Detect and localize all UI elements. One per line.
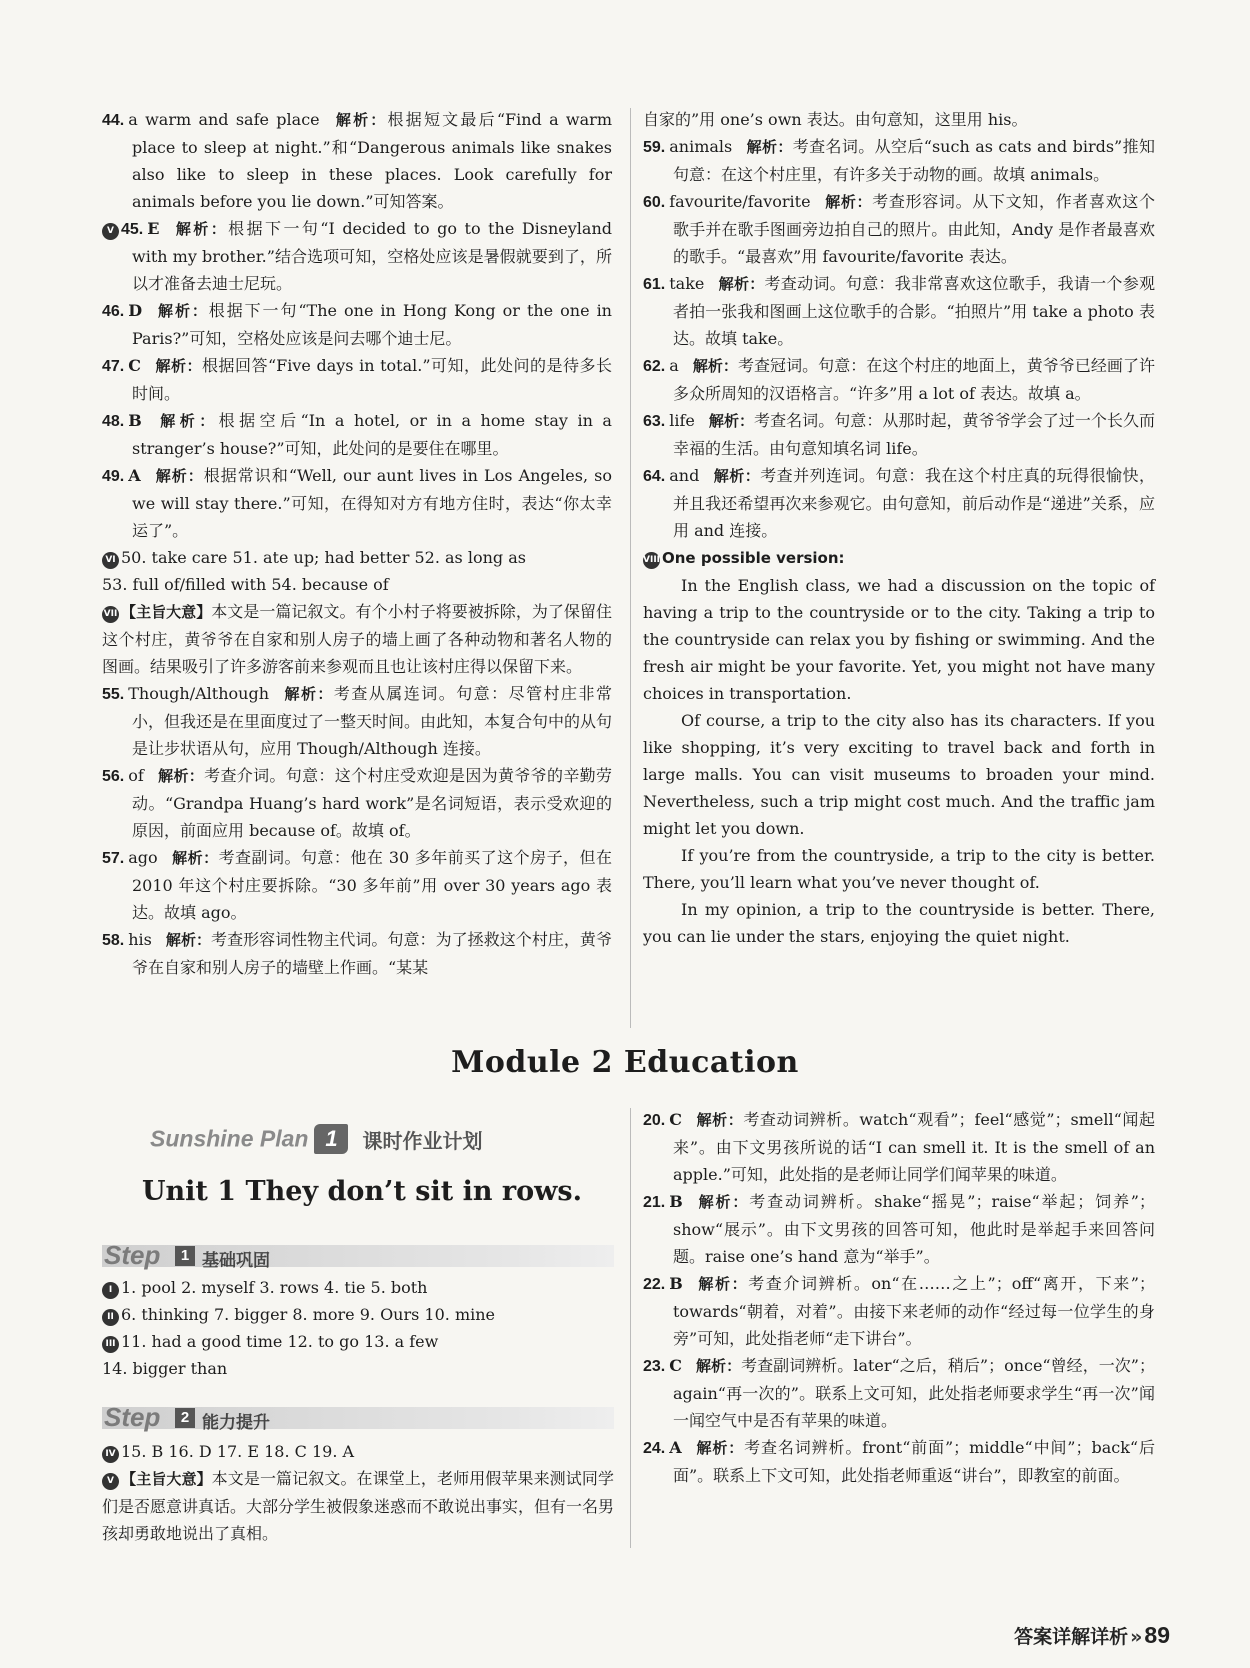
answer-item — [102, 844, 612, 926]
analysis-label: 解析： — [333, 111, 388, 129]
answer-value: B — [669, 1192, 683, 1211]
answer-value: C — [669, 1110, 682, 1129]
answer-item — [102, 680, 612, 762]
answer-item — [643, 133, 1155, 188]
answer-value: and — [669, 466, 700, 485]
answer-item — [102, 926, 612, 981]
step-cn-label: 能力提升 — [202, 1413, 270, 1433]
item-number: 55. — [102, 686, 125, 703]
essay-paragraph: Of course, a trip to the city also has its characters. If you like shopping, it’s very exciting to travel back and forth in large malls. You can visit museums to broaden your mind. Nevertheless, such a trip might cost much. And the traffic jam might let you down. — [643, 711, 1155, 838]
left-column — [102, 106, 612, 981]
analysis-label: 解析： — [171, 849, 219, 867]
item-number: 56. — [102, 768, 125, 785]
item-number: 22. — [643, 1276, 666, 1293]
analysis-label: 解析： — [157, 767, 205, 785]
answer-value: ago — [128, 848, 158, 867]
analysis-text: 考查介词辨析。on“在……之上”；off“离开，下来”；towards“朝着，对着”。由接下来老师的动作“经过每一位学生的身旁”可知，此处指老师“走下讲台”。 — [673, 1274, 1155, 1348]
analysis-label: 解析： — [154, 357, 202, 375]
analysis-text: 考查介词。句意：这个村庄受欢迎是因为黄爷爷的辛勤劳动。“Grandpa Huang’s hard work”是名词短语，表示受欢迎的原因，前面应用 because of。故填 of。 — [132, 766, 612, 840]
answer-value: Though/Although — [128, 684, 269, 703]
item-number: 24. — [643, 1440, 666, 1457]
answer-item — [643, 1188, 1155, 1270]
answer-item — [102, 407, 612, 462]
analysis-text: 根据回答“Five days in total.”可知，此处问的是待多长时间。 — [132, 356, 612, 403]
step-1-answers — [102, 1274, 614, 1382]
module-title: Module 2 Education — [451, 1045, 799, 1080]
answer-value: E — [147, 219, 160, 238]
analysis-text: 考查从属连词。句意：尽管村庄非常小，但我还是在里面度过了一整天时间。由此知，本复合句中的从句是让步状语从句，应用 Though/Although 连接。 — [132, 684, 613, 758]
step-1-answer-line: I 1. pool 2. myself 3. rows 4. tie 5. both — [102, 1274, 614, 1301]
page-number: 89 — [1144, 1622, 1170, 1648]
step-number-badge: 2 — [175, 1408, 195, 1428]
step-cn-label: 基础巩固 — [202, 1251, 270, 1271]
answer-item — [102, 352, 612, 407]
analysis-label: 解析： — [824, 193, 873, 211]
step-2-answers — [102, 1438, 614, 1547]
plan-cn-label: 课时作业计划 — [362, 1128, 483, 1153]
analysis-label: 解析： — [156, 302, 209, 320]
analysis-text: 考查并列连词。句意：我在这个村庄真的玩得很愉快，并且我还希望再次来参观它。由句意知，前后动作是“递进”关系，应用 and 连接。 — [673, 466, 1155, 540]
answer-item — [102, 462, 612, 544]
item-number: 45. — [121, 221, 144, 238]
footer-label: 答案详解详析 — [1014, 1626, 1129, 1648]
answer-item — [643, 270, 1155, 352]
step-number-badge: 1 — [175, 1246, 195, 1266]
analysis-text: 根据下一句“I decided to go to the Disneyland with my brother.”结合选项可知，空格处应该是暑假就要到了，所以才准备去迪士尼玩。 — [132, 219, 612, 293]
continued-text: 自家的”用 one’s own 表达。由句意知，这里用 his。 — [643, 110, 1028, 129]
item-number: 64. — [643, 468, 666, 485]
item-number: 57. — [102, 850, 125, 867]
answer-item — [102, 297, 612, 352]
step-2-header — [102, 1400, 614, 1434]
item-number: 63. — [643, 413, 666, 430]
analysis-text: 考查动词辨析。shake“摇晃”；raise“举起；饲养”；show“展示”。由下文男孩的回答可知，他此时是举起手来回答问题。raise one’s hand 意为“举手”。 — [673, 1192, 1155, 1266]
answer-value: favourite/favorite — [669, 192, 811, 211]
answer-item — [102, 106, 612, 215]
analysis-label: 解析： — [746, 138, 793, 156]
section-4-answers: IV 15. B 16. D 17. E 18. C 19. A — [102, 1438, 614, 1465]
item-number: 48. — [102, 413, 125, 430]
item-number: 60. — [643, 194, 666, 211]
step-1-header — [102, 1238, 614, 1272]
section-mark-icon: VIII — [643, 552, 660, 569]
item-number: 62. — [643, 358, 666, 375]
right-column — [643, 106, 1155, 950]
answer-value: take — [669, 274, 705, 293]
plan-number-badge: 1 — [314, 1124, 348, 1154]
step-1-answer-line: II 6. thinking 7. bigger 8. more 9. Ours 10. mine — [102, 1301, 614, 1328]
essay-heading: VIII One possible version: — [643, 549, 845, 567]
step-label: Step — [104, 1240, 161, 1270]
analysis-label: 解析： — [155, 412, 219, 430]
analysis-label: 解析： — [695, 1439, 745, 1457]
essay-paragraph: In my opinion, a trip to the countryside is better. There, you can lie under the stars, enjoying the quiet night. — [643, 900, 1155, 946]
section-mark-icon: II — [102, 1309, 119, 1326]
essay-paragraph: If you’re from the countryside, a trip to the city is better. There, you’ll learn what you’ve never thought of. — [643, 846, 1155, 892]
analysis-text: 考查形容词性物主代词。句意：为了拯救这个村庄，黄爷爷在自家和别人房子的墙壁上作画。“某某 — [132, 930, 612, 977]
section-mark-icon: V — [102, 223, 119, 240]
item-number: 49. — [102, 468, 125, 485]
column-divider-bottom — [630, 1108, 631, 1548]
analysis-text: 根据下一句“The one in Hong Kong or the one in Paris?”可知，空格处应该是问去哪个迪士尼。 — [132, 301, 612, 348]
analysis-label: 解析： — [695, 1111, 744, 1129]
analysis-text: 根据空后“In a hotel, or in a home stay in a stranger’s house?”可知，此处问的是要住在哪里。 — [132, 411, 612, 458]
answer-value: A — [669, 1438, 682, 1457]
analysis-label: 解析： — [173, 220, 229, 238]
right-lower-column — [643, 1106, 1155, 1489]
column-divider-top — [630, 108, 631, 1028]
sunshine-plan-label: Sunshine Plan — [150, 1125, 309, 1152]
analysis-label: 解析： — [696, 1193, 750, 1211]
section-mark-icon: III — [102, 1336, 119, 1353]
analysis-label: 解析： — [165, 931, 212, 949]
section-mark-icon: V — [102, 1473, 119, 1490]
section-mark-icon: IV — [102, 1446, 119, 1463]
item-number: 46. — [102, 303, 125, 320]
answer-value: a — [669, 356, 679, 375]
analysis-text: 考查动词。句意：我非常喜欢这位歌手，我请一个参观者拍一张我和图画上这位歌手的合影。“拍照片”用 take a photo 表达。故填 take。 — [673, 274, 1155, 348]
analysis-label: 解析： — [695, 1357, 742, 1375]
answer-item — [102, 762, 612, 844]
answer-value: B — [669, 1274, 683, 1293]
analysis-text: 考查形容词。从下文知，作者喜欢这个歌手并在歌手图画旁边拍自己的照片。由此知，Andy 是作者最喜欢的歌手。“最喜欢”用 favourite/favorite 表达。 — [673, 192, 1155, 266]
section-5-summary: V 【主旨大意】本文是一篇记叙文。在课堂上，老师用假苹果来测试同学们是否愿意讲真话。大部分学生被假象迷惑而不敢说出事实，但有一名男孩却勇敢地说出了真相。 — [102, 1469, 615, 1543]
answer-value: a warm and safe place — [128, 110, 320, 129]
analysis-label: 解析： — [696, 1275, 749, 1293]
analysis-text: 考查冠词。句意：在这个村庄的地面上，黄爷爷已经画了许多众所周知的汉语格言。“许多”用 a lot of 表达。故填 a。 — [673, 356, 1155, 403]
answer-value: life — [669, 411, 695, 430]
analysis-text: 考查副词。句意：他在 30 多年前买了这个房子，但在 2010 年这个村庄要拆除。“30 多年前”用 over 30 years ago 表达。故填 ago。 — [132, 848, 612, 922]
section-mark-icon: VII — [102, 606, 119, 623]
section-7-summary: VII 【主旨大意】本文是一篇记叙文。有个小村子将要被拆除，为了保留住这个村庄，黄爷爷在自家和别人房子的墙上画了各种动物和著名人物的图画。结果吸引了许多游客前来参观而且也让该村庄得以保留下来。 — [102, 602, 612, 676]
analysis-label: 解析： — [708, 412, 755, 430]
answer-value: A — [128, 466, 141, 485]
analysis-label: 解析： — [718, 275, 765, 293]
answer-value: animals — [669, 137, 733, 156]
section-6-line-1: VI 50. take care 51. ate up; had better 52. as long as — [102, 544, 612, 571]
answer-value: D — [128, 301, 143, 320]
answer-item — [643, 1270, 1155, 1352]
answer-value: C — [669, 1356, 682, 1375]
analysis-text: 根据短文最后“Find a warm place to sleep at night.”和“Dangerous animals like snakes also like to sleep in these places. Look carefully for animals before you lie down.”可知答案。 — [132, 110, 612, 211]
page-footer — [1014, 1622, 1170, 1649]
answer-item — [643, 1106, 1155, 1188]
item-number: 58. — [102, 932, 125, 949]
analysis-text: 考查副词辨析。later“之后，稍后”；once“曾经，一次”；again“再一次的”。联系上文可知，此处指老师要求学生“再一次”闻一闻空气中是否有苹果的味道。 — [673, 1356, 1155, 1430]
step-1-answer-line: 14. bigger than — [102, 1359, 228, 1378]
item-number: 47. — [102, 358, 125, 375]
section-mark-icon: I — [102, 1282, 119, 1299]
item-number: 20. — [643, 1112, 666, 1129]
answer-item — [643, 1352, 1155, 1434]
sunshine-plan-banner — [150, 1124, 570, 1164]
answer-value: B — [128, 411, 142, 430]
essay-paragraph: In the English class, we had a discussion on the topic of having a trip to the countryside or to the city. Taking a trip to the countryside can relax you by fishing or swimming. And the fresh air might be your favorite. Yet, you might not have many choices in transportation. — [643, 576, 1155, 703]
analysis-text: 考查动词辨析。watch“观看”；feel“感觉”；smell“闻起来”。由下文男孩所说的话“I can smell it. It is the smell of an apple.”可知，此处指的是老师让同学们闻苹果的味道。 — [673, 1110, 1155, 1184]
analysis-text: 考查名词。从空后“such as cats and birds”推知句意：在这个村庄里，有许多关于动物的画。故填 animals。 — [673, 137, 1155, 184]
answer-value: his — [128, 930, 152, 949]
answer-item — [643, 188, 1155, 270]
analysis-label: 解析： — [154, 467, 204, 485]
item-number: 61. — [643, 276, 666, 293]
step-1-answer-line: III 11. had a good time 12. to go 13. a few — [102, 1328, 614, 1355]
unit-title: Unit 1 They don’t sit in rows. — [142, 1176, 582, 1207]
answer-value: C — [128, 356, 141, 375]
double-chevron-icon: » — [1130, 1626, 1143, 1648]
answer-item — [643, 1434, 1155, 1489]
answer-item — [643, 407, 1155, 462]
item-number: 21. — [643, 1194, 666, 1211]
answer-value: of — [128, 766, 144, 785]
step-label: Step — [104, 1402, 161, 1432]
section-mark-icon: VI — [102, 552, 119, 569]
analysis-label: 解析： — [713, 467, 761, 485]
section-6-line-2: 53. full of/filled with 54. because of — [102, 575, 389, 594]
analysis-label: 解析： — [283, 685, 334, 703]
answer-item — [643, 352, 1155, 407]
analysis-text: 考查名词。句意：从那时起，黄爷爷学会了过一个长久而幸福的生活。由句意知填名词 life。 — [673, 411, 1155, 458]
analysis-label: 解析： — [692, 357, 738, 375]
analysis-text: 考查名词辨析。front“前面”；middle“中间”；back“后面”。联系上下文可知，此处指老师重返“讲台”，即教室的前面。 — [673, 1438, 1155, 1485]
answer-item — [643, 462, 1155, 544]
item-number: 44. — [102, 112, 125, 129]
answer-item — [102, 215, 612, 297]
item-number: 59. — [643, 139, 666, 156]
analysis-text: 根据常识和“Well, our aunt lives in Los Angeles, so we will stay there.”可知，在得知对方有地方住时，表达“你太幸运了”。 — [132, 466, 612, 540]
item-number: 23. — [643, 1358, 666, 1375]
